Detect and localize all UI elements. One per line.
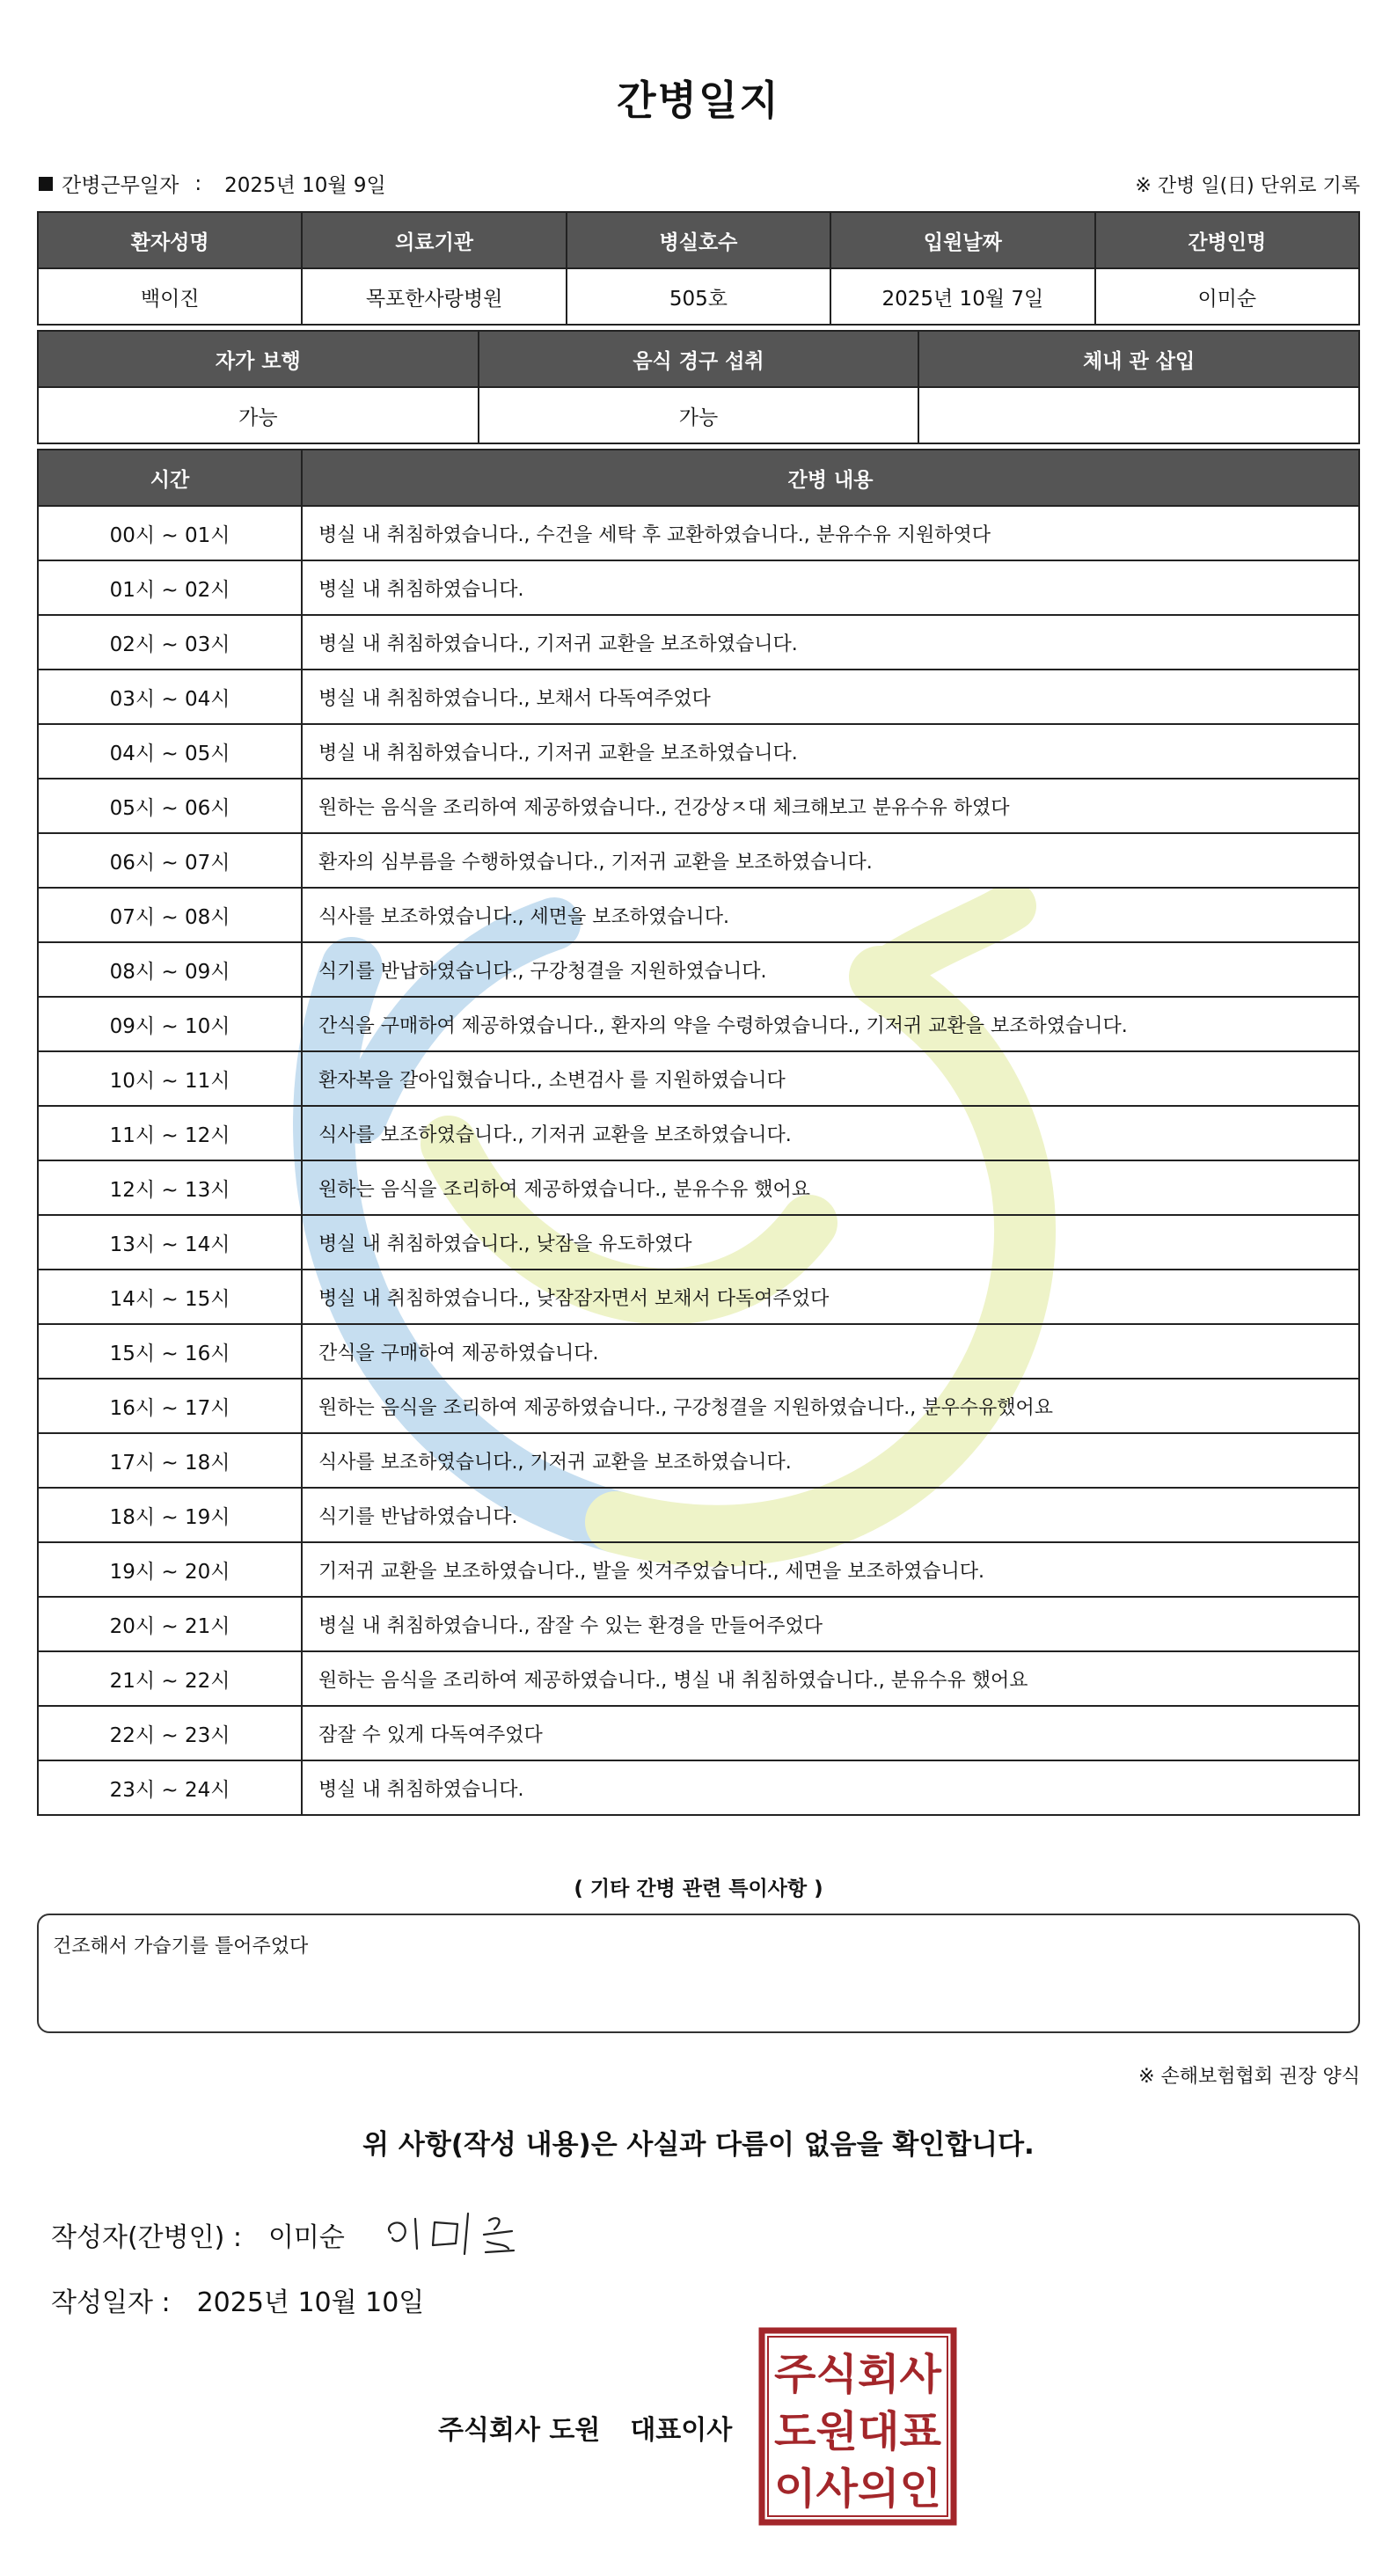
log-content: 환자의 심부름을 수행하였습니다., 기저귀 교환을 보조하였습니다.: [302, 833, 1359, 888]
tube-insertion-value: [918, 387, 1359, 443]
log-time: 10시 ~ 11시: [38, 1051, 302, 1106]
log-time: 08시 ~ 09시: [38, 942, 302, 997]
log-content: 식사를 보조하였습니다., 기저귀 교환을 보조하였습니다.: [302, 1106, 1359, 1160]
table-row: [38, 833, 1359, 888]
patient-info-value-row: [38, 268, 1359, 325]
table-row: [38, 615, 1359, 670]
log-content: 병실 내 취침하였습니다.: [302, 1760, 1359, 1815]
log-content: 식기를 반납하였습니다.: [302, 1488, 1359, 1542]
table-row: [38, 1160, 1359, 1215]
table-row: [38, 779, 1359, 833]
log-time: 02시 ~ 03시: [38, 615, 302, 670]
table-row: [38, 1270, 1359, 1324]
table-row: [38, 1542, 1359, 1597]
table-row: [38, 1215, 1359, 1270]
log-content: 병실 내 취침하였습니다., 기저귀 교환을 보조하였습니다.: [302, 724, 1359, 779]
log-time: 05시 ~ 06시: [38, 779, 302, 833]
work-date-value: 2025년 10월 9일: [224, 174, 386, 197]
care-log-body: [38, 506, 1359, 1815]
log-content: 병실 내 취침하였습니다., 수건을 세탁 후 교환하였습니다., 분유수유 지원하엿다: [302, 506, 1359, 560]
log-time: 11시 ~ 12시: [38, 1106, 302, 1160]
table-row: [38, 1760, 1359, 1815]
log-time: 15시 ~ 16시: [38, 1324, 302, 1379]
table-row: [38, 506, 1359, 560]
log-content: 기저귀 교환을 보조하였습니다., 발을 씻겨주었습니다., 세면을 보조하였습니다.: [302, 1542, 1359, 1597]
table-row: [38, 670, 1359, 724]
log-time: 22시 ~ 23시: [38, 1706, 302, 1760]
confirmation-statement: 위 사항(작성 내용)은 사실과 다름이 없음을 확인합니다.: [362, 2129, 1035, 2161]
log-content: 원하는 음식을 조리하여 제공하였습니다., 병실 내 취침하였습니다., 분유수유 했어요: [302, 1651, 1359, 1706]
table-row: [38, 1324, 1359, 1379]
log-content: 병실 내 취침하였습니다., 낮잠을 유도하였다: [302, 1215, 1359, 1270]
write-date-row: [51, 2280, 424, 2319]
svg-text:도원대표: 도원대표: [774, 2407, 942, 2456]
log-time: 21시 ~ 22시: [38, 1651, 302, 1706]
log-time: 06시 ~ 07시: [38, 833, 302, 888]
log-time: 07시 ~ 08시: [38, 888, 302, 942]
table-row: [38, 724, 1359, 779]
header-oral-intake: 음식 경구 섭취: [479, 331, 919, 387]
log-time: 13시 ~ 14시: [38, 1215, 302, 1270]
header-care-content: 간병 내용: [302, 450, 1359, 506]
author-name: 이미순: [267, 2222, 345, 2253]
log-time: 19시 ~ 20시: [38, 1542, 302, 1597]
log-content: 병실 내 취침하였습니다., 잠잘 수 있는 환경을 만들어주었다: [302, 1597, 1359, 1651]
table-row: [38, 1706, 1359, 1760]
table-row: [38, 560, 1359, 615]
header-patient-name: 환자성명: [38, 212, 302, 268]
table-row: [38, 1051, 1359, 1106]
patient-info-header-row: [38, 212, 1359, 268]
patient-status-table: [37, 330, 1360, 444]
header-room: 병실호수: [567, 212, 830, 268]
log-content: 간식을 구매하여 제공하였습니다., 환자의 약을 수령하였습니다., 기저귀 교환을 보조하였습니다.: [302, 997, 1359, 1051]
table-row: [38, 1651, 1359, 1706]
log-content: 원하는 음식을 조리하여 제공하였습니다., 건강상ㅈ대 체크해보고 분유수유 하였다: [302, 779, 1359, 833]
log-time: 17시 ~ 18시: [38, 1433, 302, 1488]
svg-text:주식회사: 주식회사: [774, 2350, 942, 2399]
work-date-label: 간병근무일자: [62, 174, 179, 197]
log-time: 12시 ~ 13시: [38, 1160, 302, 1215]
log-time: 20시 ~ 21시: [38, 1597, 302, 1651]
log-content: 식사를 보조하였습니다., 세면을 보조하였습니다.: [302, 888, 1359, 942]
table-row: [38, 942, 1359, 997]
unit-note: ※ 간병 일(日) 단위로 기록: [1135, 175, 1360, 197]
special-notes-box: 건조해서 가습기를 틀어주었다: [37, 1914, 1360, 2033]
log-content: 환자복을 갈아입혔습니다., 소변검사 를 지원하였습니다: [302, 1051, 1359, 1106]
header-hospital: 의료기관: [302, 212, 566, 268]
log-content: 원하는 음식을 조리하여 제공하였습니다., 분유수유 했어요: [302, 1160, 1359, 1215]
table-row: [38, 888, 1359, 942]
log-content: 병실 내 취침하였습니다., 낮잠잠자면서 보채서 다독여주었다: [302, 1270, 1359, 1324]
header-caregiver: 간병인명: [1095, 212, 1359, 268]
log-content: 식기를 반납하였습니다., 구강청결을 지원하였습니다.: [302, 942, 1359, 997]
log-content: 원하는 음식을 조리하여 제공하였습니다., 구강청결을 지원하였습니다., 분우수유했어요: [302, 1379, 1359, 1433]
header-time: 시간: [38, 450, 302, 506]
log-time: 23시 ~ 24시: [38, 1760, 302, 1815]
header-admission-date: 입원날짜: [830, 212, 1094, 268]
admission-date: 2025년 10월 7일: [830, 268, 1094, 325]
log-time: 01시 ~ 02시: [38, 560, 302, 615]
header-self-walking: 자가 보행: [38, 331, 479, 387]
caregiver-name: 이미순: [1095, 268, 1359, 325]
patient-name: 백이진: [38, 268, 302, 325]
table-row: [38, 1379, 1359, 1433]
special-notes-title: ( 기타 간병 관련 특이사항 ): [574, 1877, 823, 1900]
company-signature-line: [438, 2408, 732, 2447]
write-date-value: 2025년 10월 10일: [196, 2287, 425, 2318]
room-number: 505호: [567, 268, 830, 325]
svg-text:이사의인: 이사의인: [774, 2464, 941, 2514]
ceo-title: 대표이사: [630, 2415, 733, 2446]
log-time: 09시 ~ 10시: [38, 997, 302, 1051]
care-log-table: [37, 449, 1360, 1816]
log-time: 00시 ~ 01시: [38, 506, 302, 560]
document-title: 간병일지: [617, 77, 780, 124]
author-label: 작성자(간병인) :: [51, 2222, 242, 2253]
care-log-header-row: [38, 450, 1359, 506]
hospital-name: 목포한사랑병원: [302, 268, 566, 325]
author-signature: [380, 2199, 547, 2270]
author-row: [51, 2215, 345, 2254]
log-content: 병실 내 취침하였습니다., 보채서 다독여주었다: [302, 670, 1359, 724]
bullet-square-icon: [39, 177, 53, 191]
table-row: [38, 997, 1359, 1051]
log-time: 16시 ~ 17시: [38, 1379, 302, 1433]
write-date-label: 작성일자 :: [51, 2287, 171, 2318]
log-time: 14시 ~ 15시: [38, 1270, 302, 1324]
log-content: 병실 내 취침하였습니다.: [302, 560, 1359, 615]
log-content: 잠잘 수 있게 다독여주었다: [302, 1706, 1359, 1760]
log-time: 04시 ~ 05시: [38, 724, 302, 779]
work-date-separator: :: [194, 172, 202, 195]
header-tube-insertion: 체내 관 삽입: [918, 331, 1359, 387]
table-row: [38, 1488, 1359, 1542]
log-time: 03시 ~ 04시: [38, 670, 302, 724]
table-row: [38, 1597, 1359, 1651]
self-walking-value: 가능: [38, 387, 479, 443]
log-content: 병실 내 취침하였습니다., 기저귀 교환을 보조하였습니다.: [302, 615, 1359, 670]
company-name: 주식회사 도원: [438, 2415, 601, 2446]
patient-info-table: [37, 211, 1360, 326]
log-content: 간식을 구매하여 제공하였습니다.: [302, 1324, 1359, 1379]
company-seal: [758, 2327, 957, 2526]
log-content: 식사를 보조하였습니다., 기저귀 교환을 보조하였습니다.: [302, 1433, 1359, 1488]
oral-intake-value: 가능: [479, 387, 919, 443]
table-row: [38, 1106, 1359, 1160]
patient-status-header-row: [38, 331, 1359, 387]
work-date-row: [39, 169, 386, 198]
log-time: 18시 ~ 19시: [38, 1488, 302, 1542]
recommendation-note: ※ 손해보험협회 권장 양식: [1138, 2066, 1360, 2088]
table-row: [38, 1433, 1359, 1488]
patient-status-value-row: [38, 387, 1359, 443]
